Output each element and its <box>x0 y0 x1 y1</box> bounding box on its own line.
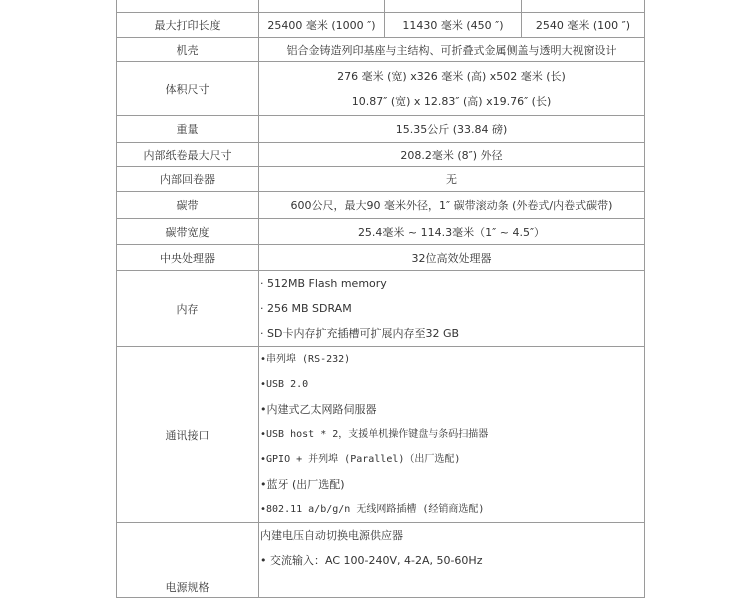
list-item: •USB 2.0 <box>260 379 309 390</box>
cut-off-label-cell <box>117 0 259 13</box>
table-row-ribbon-width <box>117 219 645 245</box>
table-row <box>117 0 645 13</box>
list-item: •USB host * 2，支援单机操作键盘与条码扫描器 <box>260 429 489 440</box>
row-label: 电源规格 <box>117 523 259 598</box>
row-label: 碳带宽度 <box>117 219 259 245</box>
list-item: •802.11 a/b/g/n 无线网路插槽 (经销商选配) <box>260 504 485 515</box>
value-cell: 32位高效处理器 <box>259 245 645 271</box>
list-item: •蓝牙 (出厂选配) <box>260 478 345 491</box>
table-row-rewinder <box>117 167 645 192</box>
list-item: · 512MB Flash memory <box>260 277 387 290</box>
table-row-memory <box>117 271 645 347</box>
list-item: •内建式乙太网路伺服器 <box>260 403 377 416</box>
row-label: 机壳 <box>117 38 259 62</box>
row-label: 体积尺寸 <box>117 62 259 116</box>
table-row-max-print-length <box>117 13 645 38</box>
list-item: · 256 MB SDRAM <box>260 302 352 315</box>
value-cell: 铝合金铸造列印基座与主结构、可折叠式金属侧盖与透明大视窗设计 <box>259 38 645 62</box>
value-cell <box>259 62 645 116</box>
row-label: 内部回卷器 <box>117 167 259 192</box>
value-cell: 15.35公斤 (33.84 磅) <box>259 116 645 143</box>
spec-table <box>116 0 645 598</box>
row-label: 内部纸卷最大尺寸 <box>117 143 259 167</box>
table-row-weight <box>117 116 645 143</box>
list-item: •串列埠 (RS-232) <box>260 354 351 365</box>
table-row-ribbon <box>117 192 645 219</box>
table-row-media-od <box>117 143 645 167</box>
value-cell: 2540 毫米 (100 ″) <box>522 13 645 38</box>
row-label: 中央处理器 <box>117 245 259 271</box>
dimensions-imperial: 10.87″ (宽) x 12.83″ (高) x19.76″ (长) <box>351 94 552 108</box>
value-cell <box>259 271 645 347</box>
row-label: 重量 <box>117 116 259 143</box>
table-row-housing <box>117 38 645 62</box>
row-label: 通讯接口 <box>117 347 259 523</box>
value-cell: 25.4毫米 ~ 114.3毫米（1″ ~ 4.5″） <box>259 219 645 245</box>
row-label: 内存 <box>117 271 259 347</box>
value-cell <box>259 347 645 523</box>
table-row-cpu <box>117 245 645 271</box>
dimensions-metric: 276 毫米 (宽) x326 毫米 (高) x502 毫米 (长) <box>337 69 566 83</box>
list-item: · SD卡内存扩充插槽可扩展内存至32 GB <box>260 327 460 340</box>
value-cell: 无 <box>259 167 645 192</box>
table-row-power <box>117 523 645 598</box>
value-cell: 11430 毫米 (450 ″) <box>385 13 522 38</box>
value-cell: 208.2毫米 (8″) 外径 <box>259 143 645 167</box>
table-row-dimensions <box>117 62 645 116</box>
table-row-interfaces <box>117 347 645 523</box>
value-cell: 600公尺，最大90 毫米外径，1″ 碳带滚动条 (外卷式/内卷式碳带) <box>259 192 645 219</box>
row-label: 碳带 <box>117 192 259 219</box>
list-item: 内建电压自动切换电源供应器 <box>260 529 403 542</box>
list-item: •GPIO + 并列埠 (Parallel)（出厂选配) <box>260 454 461 465</box>
row-label: 最大打印长度 <box>117 13 259 38</box>
value-cell <box>259 523 645 598</box>
value-cell: 25400 毫米 (1000 ″) <box>259 13 385 38</box>
list-item: • 交流输入：AC 100-240V, 4-2A, 50-60Hz <box>260 554 483 567</box>
